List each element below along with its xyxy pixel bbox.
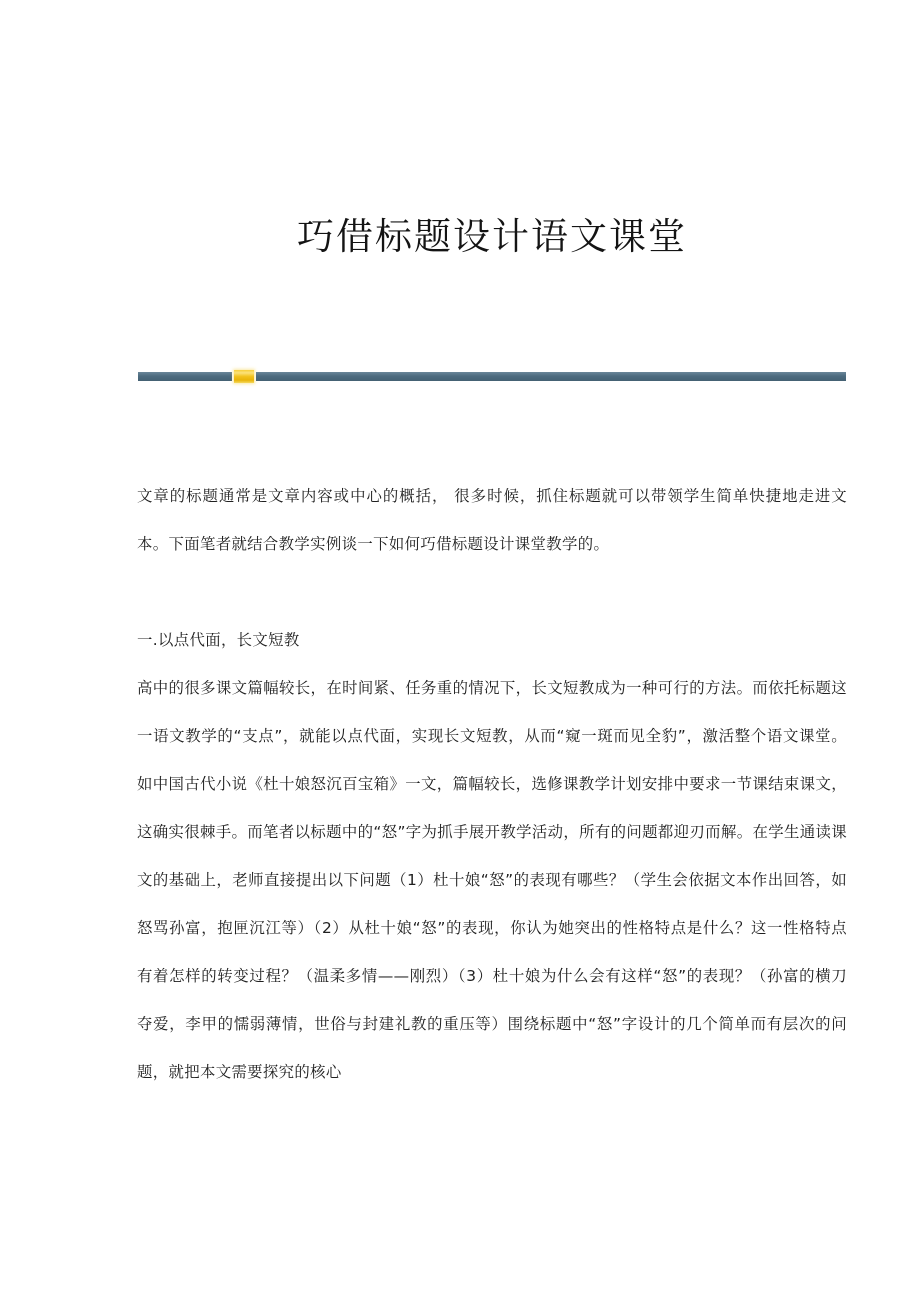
intro-paragraph-block <box>137 472 847 568</box>
intro-paragraph: 文章的标题通常是文章内容或中心的概括， 很多时候，抓住标题就可以带领学生简单快捷地走进文本。下面笔者就结合教学实例谈一下如何巧借标题设计课堂教学的。 <box>137 487 847 553</box>
section-divider <box>138 370 846 381</box>
divider-bar-right-segment <box>256 372 846 381</box>
section-body-block <box>137 664 847 1096</box>
page-title: 巧借标题设计语文课堂 <box>297 215 687 258</box>
section-body-paragraph-1: 高中的很多课文篇幅较长，在时间紧、任务重的情况下，长文短教成为一种可行的方法。而依托标题这一语文教学的“支点”，就能以点代面，实现长文短教，从而“窥一斑而见全豹”，激活整个语文课堂。如中国古代小说《杜十娘怒沉百宝箱》一文，篇幅较长，选修课教学计划安排中要求一节课结束课文，这确实很棘手。而笔者以标题中的“怒”字为抓手展开教学活动，所有的问题都迎刃而解。在学生通读课文的基础上，老师直接提出以下问题（1）杜十娘“怒”的表现有哪些？（学生会依据文本作出回答，如怒骂孙富，抱匣沉江等）（2）从杜十娘“怒”的表现，你认为她突出的性格特点是什么？这一性格特点有着怎样的转变过程？（温柔多情——刚烈）（3）杜十娘为什么会有这样“怒”的表现？（孙富的横刀夺爱，李甲的懦弱薄情，世俗与封建礼教的重压等）围绕标题中“怒”字设计的几个简单而有层次的问题，就把本文需要探究的核心 <box>137 679 847 1081</box>
gold-accent-block-icon <box>234 370 254 383</box>
section-heading-block <box>137 616 847 664</box>
section-heading-1: 一.以点代面，长文短教 <box>137 631 300 649</box>
divider-bar-left-segment <box>138 372 232 381</box>
